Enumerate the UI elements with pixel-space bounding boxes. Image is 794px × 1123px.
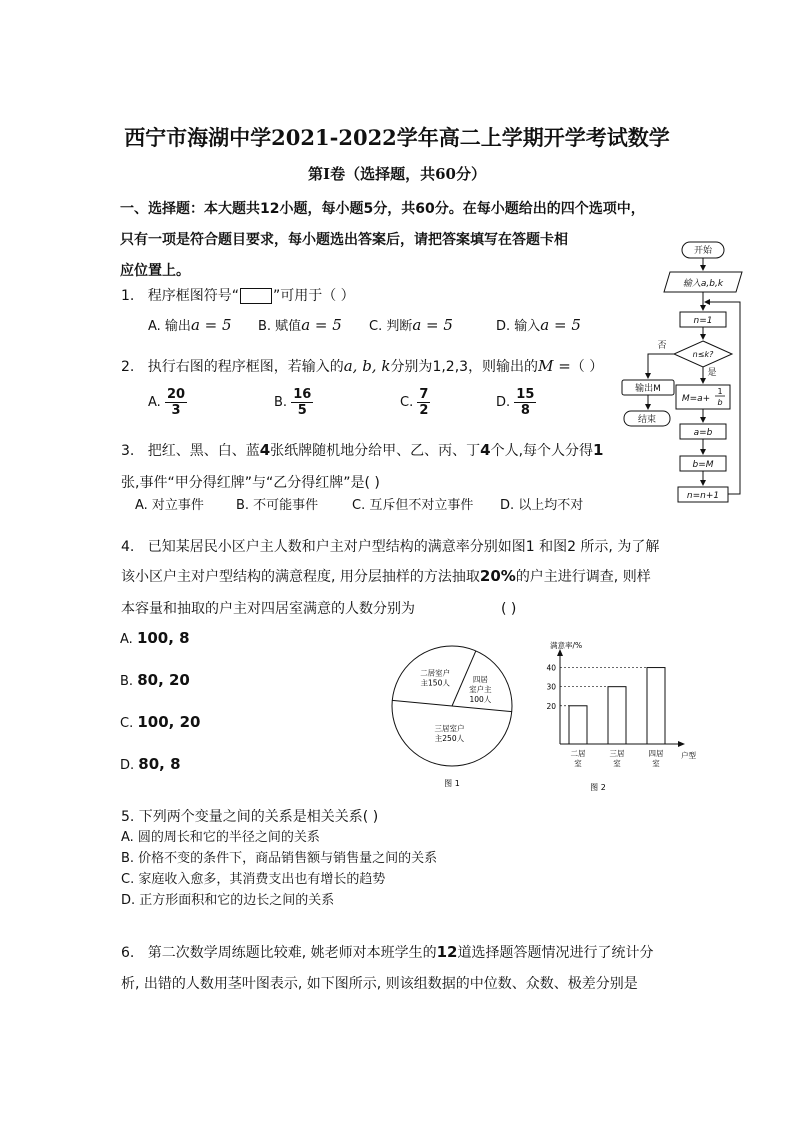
q5-option-d[interactable]: D. 正方形面积和它的边长之间的关系 [121, 893, 335, 908]
pie-slice-label-line: 主150人 [420, 678, 450, 688]
option-label: C. [400, 395, 414, 410]
option-label: C. 判断 [369, 319, 413, 334]
pie-slice-label-line: 主250人 [434, 733, 465, 743]
question-6 [121, 942, 654, 962]
question-6-num: 12 [436, 943, 458, 961]
q3-option-c[interactable]: C. 互斥但不对立事件 [352, 498, 474, 513]
option-label: B. [120, 674, 134, 689]
pie-slice-label [469, 675, 492, 704]
fraction-numerator: 15 [516, 387, 535, 402]
option-label: D. [496, 395, 511, 410]
question-number: 3. [121, 443, 135, 459]
q1-option-c[interactable] [369, 315, 453, 334]
option-label: A. [148, 395, 161, 410]
question-number: 2. [121, 359, 135, 375]
question-3-num-2: 4 [480, 441, 491, 459]
page-subtitle: 第Ⅰ卷（选择题，共60分） [308, 165, 486, 183]
option-label: C. [120, 716, 134, 731]
option-math: a = 5 [190, 316, 232, 334]
flow-assign-m-denominator: b [717, 398, 723, 407]
q4-option-a[interactable] [120, 629, 190, 647]
pie-slice-label-line: 100人 [469, 695, 492, 705]
flow-assign-a-label: a=b [693, 428, 713, 438]
question-4-line-3-text: 本容量和抽取的户主对四居室满意的人数分别为 [121, 601, 415, 617]
q2-option-c[interactable] [400, 387, 430, 418]
question-2-text-pre: 执行右图的程序框图，若输入的 [147, 359, 344, 375]
question-3 [121, 440, 603, 460]
option-value: 80, 20 [137, 671, 190, 689]
section-instruction-line3: 应位置上。 [120, 263, 190, 279]
flow-init-label: n=1 [693, 316, 713, 326]
y-tick-label: 40 [546, 663, 556, 673]
option-math: a = 5 [540, 316, 581, 334]
x-tick-label: 四居 [648, 749, 664, 758]
q1-option-d[interactable] [496, 315, 581, 334]
option-fraction [291, 387, 313, 418]
question-6-text-1: 第二次数学周练题比较难, 姚老师对本班学生的 [147, 945, 437, 961]
x-tick-label: 室 [574, 759, 582, 768]
question-5: 5. 下列两个变量之间的关系是相关关系( ) [121, 809, 379, 825]
option-math: a = 5 [412, 316, 453, 334]
y-tick-label: 30 [546, 682, 556, 692]
flow-no-label: 否 [657, 341, 667, 351]
q1-option-a[interactable] [148, 315, 232, 334]
pie-slice-label-line: 四居 [472, 675, 488, 685]
question-4-line-2 [121, 566, 651, 586]
flow-assign-m-numerator: 1 [717, 387, 723, 396]
question-4-paren: ( ) [501, 601, 517, 617]
bar [647, 668, 665, 744]
y-tick-label: 20 [546, 701, 556, 711]
question-3-text-3: 个人,每个人分得 [490, 443, 594, 459]
process-box-symbol [240, 288, 272, 304]
x-axis-label: 户型 [681, 751, 696, 760]
q2-option-b[interactable] [274, 387, 313, 418]
question-4-line-2b: 的户主进行调查, 则样 [515, 569, 651, 585]
pie-slice-label [434, 723, 464, 743]
question-2-m: M = [538, 357, 571, 375]
pie-slice-label-line: 三居室户 [434, 723, 465, 733]
question-1-text-post: ”可用于（ ） [272, 288, 355, 304]
figure-1-caption: 图 1 [444, 779, 460, 788]
q4-option-c[interactable] [120, 713, 200, 731]
question-3-text-1: 把红、黑、白、蓝 [147, 443, 260, 459]
x-tick-label: 三居 [609, 749, 625, 758]
question-2-text-mid: 分别为 [390, 359, 433, 375]
page-title: 西宁市海湖中学2021-2022学年高二上学期开学考试数学 [124, 125, 670, 150]
option-fraction [417, 387, 430, 418]
x-tick-label: 二居 [570, 749, 586, 758]
question-4-line-3 [121, 598, 516, 618]
bar [608, 687, 626, 744]
flow-output-label: 输出M [635, 384, 661, 394]
question-2-text-post: ，则输出的 [468, 359, 539, 375]
fraction-denominator: 3 [171, 403, 181, 418]
pie-slice-boundary [452, 706, 512, 712]
question-4 [121, 536, 659, 556]
question-number: 4. [121, 539, 135, 555]
question-3-num-1: 4 [259, 441, 271, 459]
option-label: A. 输出 [148, 319, 191, 334]
question-2-vars: a, b, k [343, 357, 391, 375]
question-4-percent: 20% [479, 567, 516, 585]
question-number: 1. [121, 288, 135, 304]
question-2 [121, 356, 603, 376]
q3-option-a[interactable]: A. 对立事件 [135, 498, 204, 513]
q5-option-a[interactable]: A. 圆的周长和它的半径之间的关系 [121, 830, 320, 845]
section-instruction-line2: 只有一项是符合题目要求，每小题选出答案后，请把答案填写在答题卡相 [120, 232, 568, 248]
q2-option-d[interactable] [496, 387, 536, 418]
bar-group [546, 640, 696, 768]
bar [569, 706, 587, 744]
flow-increment-label: n=n+1 [686, 491, 720, 501]
question-6-line-2: 析, 出错的人数用茎叶图表示, 如下图所示, 则该组数据的中位数、众数、极差分别是 [121, 976, 638, 992]
x-axis-arrow [678, 741, 685, 747]
fraction-numerator: 16 [293, 387, 312, 402]
q3-option-b[interactable]: B. 不可能事件 [236, 498, 319, 513]
option-label: B. [274, 395, 288, 410]
q4-option-d[interactable] [120, 755, 181, 773]
option-label: D. [120, 758, 135, 773]
flow-input-label: 输入a,b,k [682, 279, 724, 289]
x-tick-label: 室 [652, 759, 660, 768]
option-label: B. 赋值 [258, 319, 302, 334]
question-3-num-3: 1 [593, 441, 604, 459]
flowchart [608, 238, 778, 510]
option-value: 100, 20 [137, 713, 201, 731]
option-fraction [514, 387, 536, 418]
pie-slice-label [420, 668, 450, 688]
x-tick-label: 室 [613, 759, 621, 768]
fraction-denominator: 8 [520, 403, 530, 418]
fraction-denominator: 5 [297, 403, 307, 418]
q5-option-b[interactable]: B. 价格不变的条件下，商品销售额与销售量之间的关系 [121, 851, 438, 866]
question-6-text-2: 道选择题答题情况进行了统计分 [457, 945, 654, 961]
y-axis-label: 满意率/% [550, 641, 583, 650]
q5-option-c[interactable]: C. 家庭收入愈多，其消费支出也有增长的趋势 [121, 872, 386, 887]
fraction-numerator: 20 [166, 387, 186, 402]
q2-option-a[interactable] [148, 387, 187, 418]
flow-decision-label: n≤k? [692, 350, 714, 359]
question-3-text-2: 张纸牌随机地分给甲、乙、丙、丁 [270, 443, 481, 459]
question-2-paren: （ ） [570, 359, 604, 375]
option-math: a = 5 [301, 316, 342, 334]
option-fraction [165, 387, 187, 418]
question-number: 6. [121, 945, 135, 961]
figure-1-pie-chart [390, 640, 525, 800]
option-label: D. 输入 [496, 319, 541, 334]
question-1-text-pre: 程序框图符号“ [147, 288, 239, 304]
fraction-denominator: 2 [419, 403, 429, 418]
flow-assign-b-label: b=M [692, 460, 714, 470]
pie-slice-boundary [392, 700, 452, 706]
question-4-line-1: 已知某居民小区户主人数和户主对户型结构的满意率分别如图1 和图2 所示, 为了解 [147, 539, 660, 555]
q4-option-b[interactable] [120, 671, 190, 689]
flow-start-label: 开始 [693, 246, 713, 256]
figure-2-caption: 图 2 [590, 783, 606, 792]
question-2-values: 1,2,3 [432, 359, 469, 375]
y-axis-arrow [557, 649, 563, 656]
question-1 [121, 285, 355, 305]
option-value: 100, 8 [136, 629, 190, 647]
section-instruction-line1: 一、选择题：本大题共12小题，每小题5分，共60分。在每小题给出的四个选项中， [120, 201, 645, 217]
flow-yes-label: 是 [707, 368, 717, 378]
option-value: 80, 8 [138, 755, 181, 773]
option-label: A. [120, 632, 133, 647]
q1-option-b[interactable] [258, 315, 342, 334]
flow-end-label: 结束 [637, 415, 657, 425]
question-4-line-2a: 该小区户主对户型结构的满意程度, 用分层抽样的方法抽取 [121, 569, 480, 585]
flow-assign-m-label: M=a+ [681, 394, 711, 404]
question-3-line-2: 张,事件“甲分得红牌”与“乙分得红牌”是( ) [121, 475, 380, 491]
pie-slice-label-line: 室户主 [469, 685, 492, 695]
pie-slice-label-line: 二居室户 [420, 668, 451, 678]
pie-group [392, 646, 512, 766]
fraction-numerator: 7 [419, 387, 429, 402]
q3-option-d[interactable]: D. 以上均不对 [500, 498, 584, 513]
figure-2-bar-chart [540, 638, 700, 798]
